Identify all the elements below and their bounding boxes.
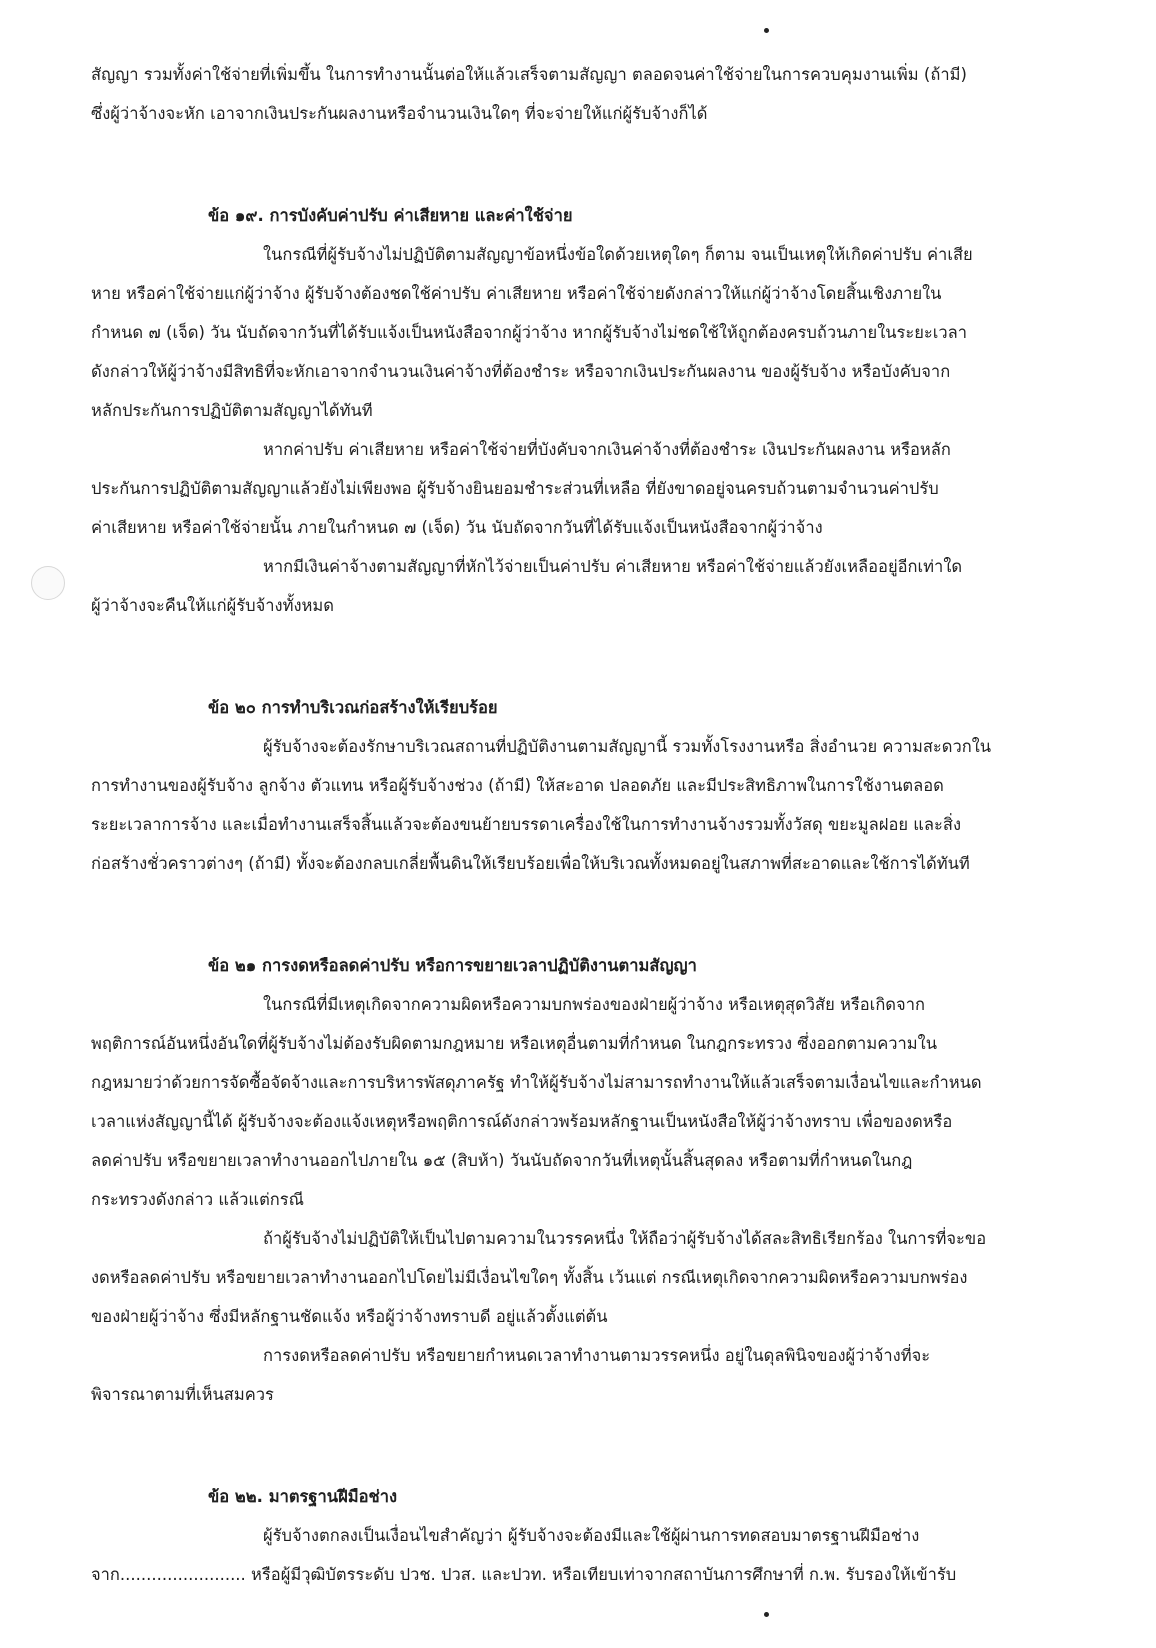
text-line: ผู้ว่าจ้างจะคืนให้แก่ผู้รับจ้างทั้งหมด: [91, 596, 334, 615]
text-line: เวลาแห่งสัญญานี้ได้ ผู้รับจ้างจะต้องแจ้งเหตุหรือพฤติการณ์ดังกล่าวพร้อมหลักฐานเป็นหนังสือให้ผู้ว่าจ้างทราบ เพื่อของดหรือ: [91, 1112, 953, 1131]
text-line: ซึ่งผู้ว่าจ้างจะหัก เอาจากเงินประกันผลงานหรือจำนวนเงินใดๆ ที่จะจ่ายให้แก่ผู้รับจ้างก็ได้: [91, 104, 708, 123]
text-line: ผู้รับจ้างจะต้องรักษาบริเวณสถานที่ปฏิบัติงานตามสัญญานี้ รวมทั้งโรงงานหรือ สิ่งอำนวย ความสะดวกใน: [263, 737, 992, 756]
text-line: สัญญา รวมทั้งค่าใช้จ่ายที่เพิ่มขึ้น ในการทำงานนั้นต่อให้แล้วเสร็จตามสัญญา ตลอดจนค่าใช้จ่ายในการควบคุมงานเพิ่ม (ถ้ามี): [91, 65, 967, 84]
document-body: [91, 55, 1066, 1594]
text-line: พิจารณาตามที่เห็นสมควร: [91, 1385, 274, 1404]
text-line: ของฝ่ายผู้ว่าจ้าง ซึ่งมีหลักฐานชัดแจ้ง หรือผู้ว่าจ้างทราบดี อยู่แล้วตั้งแต่ต้น: [91, 1307, 608, 1326]
clause-21-heading: ข้อ ๒๑ การงดหรือลดค่าปรับ หรือการขยายเวลาปฏิบัติงานตามสัญญา: [208, 956, 697, 975]
text-line: ระยะเวลาการจ้าง และเมื่อทำงานเสร็จสิ้นแล้วจะต้องขนย้ายบรรดาเครื่องใช้ในการทำงานจ้างรวมทั้งวัสดุ ขยะมูลฝอย และสิ่ง: [91, 815, 962, 834]
text-line: ดังกล่าวให้ผู้ว่าจ้างมีสิทธิที่จะหักเอาจากจำนวนเงินค่าจ้างที่ต้องชำระ หรือจากเงินประกันผลงาน ของผู้รับจ้าง หรือบังคับจาก: [91, 362, 951, 381]
text-line: กระทรวงดังกล่าว แล้วแต่กรณี: [91, 1190, 304, 1209]
text-line: กฎหมายว่าด้วยการจัดซื้อจัดจ้างและการบริหารพัสดุภาครัฐ ทำให้ผู้รับจ้างไม่สามารถทำงานให้แล้วเสร็จตามเงื่อนไขและกำหนด: [91, 1073, 982, 1092]
text-line: หลักประกันการปฏิบัติตามสัญญาได้ทันที: [91, 401, 373, 420]
text-line: จาก........................ หรือผู้มีวุฒิบัตรระดับ ปวช. ปวส. และปวท. หรือเทียบเท่าจากสถาบันการศึกษาที่ ก.พ. รับรองให้เข้ารับ: [91, 1565, 957, 1584]
text-line: ประกันการปฏิบัติตามสัญญาแล้วยังไม่เพียงพอ ผู้รับจ้างยินยอมชำระส่วนที่เหลือ ที่ยังขาดอยู่จนครบถ้วนตามจำนวนค่าปรับ: [91, 479, 939, 498]
text-line: ในกรณีที่มีเหตุเกิดจากความผิดหรือความบกพร่องของฝ่ายผู้ว่าจ้าง หรือเหตุสุดวิสัย หรือเกิดจาก: [263, 995, 925, 1014]
clause-20-heading: ข้อ ๒๐ การทำบริเวณก่อสร้างให้เรียบร้อย: [208, 698, 498, 717]
text-line: ถ้าผู้รับจ้างไม่ปฏิบัติให้เป็นไปตามความในวรรคหนึ่ง ให้ถือว่าผู้รับจ้างได้สละสิทธิเรียกร้อง ในการที่จะขอ: [263, 1229, 987, 1248]
text-line: ก่อสร้างชั่วคราวต่างๆ (ถ้ามี) ทั้งจะต้องกลบเกลี่ยพื้นดินให้เรียบร้อยเพื่อให้บริเวณทั้งหมดอยู่ในสภาพที่สะอาดและใช้การได้ทันที: [91, 854, 970, 873]
text-line: หากมีเงินค่าจ้างตามสัญญาที่หักไว้จ่ายเป็นค่าปรับ ค่าเสียหาย หรือค่าใช้จ่ายแล้วยังเหลืออยู่อีกเท่าใด: [263, 557, 963, 576]
text-line: ผู้รับจ้างตกลงเป็นเงื่อนไขสำคัญว่า ผู้รับจ้างจะต้องมีและใช้ผู้ผ่านการทดสอบมาตรฐานฝีมือช่าง: [263, 1526, 920, 1545]
text-line: การงดหรือลดค่าปรับ หรือขยายกำหนดเวลาทำงานตามวรรคหนึ่ง อยู่ในดุลพินิจของผู้ว่าจ้างที่จะ: [263, 1346, 931, 1365]
text-line: ค่าเสียหาย หรือค่าใช้จ่ายนั้น ภายในกำหนด ๗ (เจ็ด) วัน นับถัดจากวันที่ได้รับแจ้งเป็นหนังสือจากผู้ว่าจ้าง: [91, 518, 823, 537]
punch-hole: [31, 566, 65, 600]
text-line: ในกรณีที่ผู้รับจ้างไม่ปฏิบัติตามสัญญาข้อหนึ่งข้อใดด้วยเหตุใดๆ ก็ตาม จนเป็นเหตุให้เกิดค่าปรับ ค่าเสีย: [263, 245, 973, 264]
scan-mark: [764, 1612, 769, 1617]
scan-mark: [764, 28, 769, 33]
text-line: พฤติการณ์อันหนึ่งอันใดที่ผู้รับจ้างไม่ต้องรับผิดตามกฎหมาย หรือเหตุอื่นตามที่กำหนด ในกฎกระทรวง ซึ่งออกตามความใน: [91, 1034, 937, 1053]
text-line: งดหรือลดค่าปรับ หรือขยายเวลาทำงานออกไปโดยไม่มีเงื่อนไขใดๆ ทั้งสิ้น เว้นแต่ กรณีเหตุเกิดจากความผิดหรือความบกพร่อง: [91, 1268, 968, 1287]
text-line: ลดค่าปรับ หรือขยายเวลาทำงานออกไปภายใน ๑๕ (สิบห้า) วันนับถัดจากวันที่เหตุนั้นสิ้นสุดลง หรือตามที่กำหนดในกฎ: [91, 1151, 913, 1170]
text-line: การทำงานของผู้รับจ้าง ลูกจ้าง ตัวแทน หรือผู้รับจ้างช่วง (ถ้ามี) ให้สะอาด ปลอดภัย และมีประสิทธิภาพในการใช้งานตลอด: [91, 776, 944, 795]
text-line: หากค่าปรับ ค่าเสียหาย หรือค่าใช้จ่ายที่บังคับจากเงินค่าจ้างที่ต้องชำระ เงินประกันผลงาน หรือหลัก: [263, 440, 951, 459]
text-line: หาย หรือค่าใช้จ่ายแก่ผู้ว่าจ้าง ผู้รับจ้างต้องชดใช้ค่าปรับ ค่าเสียหาย หรือค่าใช้จ่ายดังกล่าวให้แก่ผู้ว่าจ้างโดยสิ้นเชิงภายใน: [91, 284, 942, 303]
clause-19-heading: ข้อ ๑๙. การบังคับค่าปรับ ค่าเสียหาย และค่าใช้จ่าย: [208, 206, 573, 225]
clause-22-heading: ข้อ ๒๒. มาตรฐานฝีมือช่าง: [208, 1487, 398, 1506]
text-line: กำหนด ๗ (เจ็ด) วัน นับถัดจากวันที่ได้รับแจ้งเป็นหนังสือจากผู้ว่าจ้าง หากผู้รับจ้างไม่ชดใช้ให้ถูกต้องครบถ้วนภายในระยะเวลา: [91, 323, 968, 342]
